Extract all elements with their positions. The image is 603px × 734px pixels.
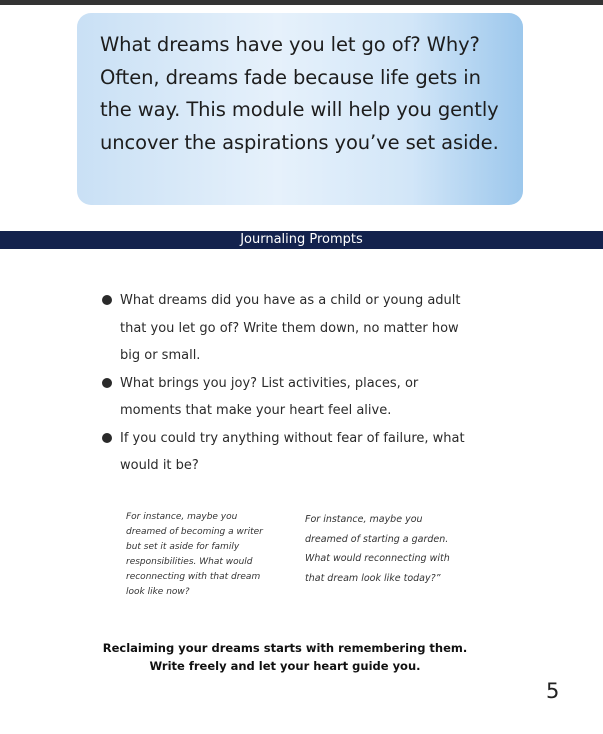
prompt-item [102,287,482,370]
prompt-text: What dreams did you have as a child or young adult that you let go of? Write them down, no matter how big or small. [120,293,461,363]
bullet-icon [102,295,112,305]
page-number: 5 [546,679,560,703]
example-right: For instance, maybe you dreamed of starting a garden. What would reconnecting with that dream look like today?” [305,514,450,584]
bullet-icon [102,378,112,388]
example-left: For instance, maybe you dreamed of becoming a writer but set it aside for family responsibilities. What would reconnecting with that dream look like now? [126,512,263,597]
prompt-item [102,370,482,425]
intro-card [77,13,523,205]
prompt-list [102,287,482,480]
prompt-text: If you could try anything without fear of failure, what would it be? [120,430,465,473]
closing-line-2: Write freely and let your heart guide you. [149,659,421,673]
closing-message [0,639,570,675]
intro-text: What dreams have you let go of? Why? Often, dreams fade because life gets in the way. This module will help you gently uncover the aspirations you’ve set aside. [100,33,499,154]
top-border [0,0,603,5]
prompt-text: What brings you joy? List activities, places, or moments that make your heart feel alive. [120,375,419,418]
bullet-icon [102,433,112,443]
section-header-band [0,231,603,249]
prompt-item [102,425,482,480]
closing-line-1: Reclaiming your dreams starts with remembering them. [102,641,468,655]
section-title: Journaling Prompts [240,232,363,247]
